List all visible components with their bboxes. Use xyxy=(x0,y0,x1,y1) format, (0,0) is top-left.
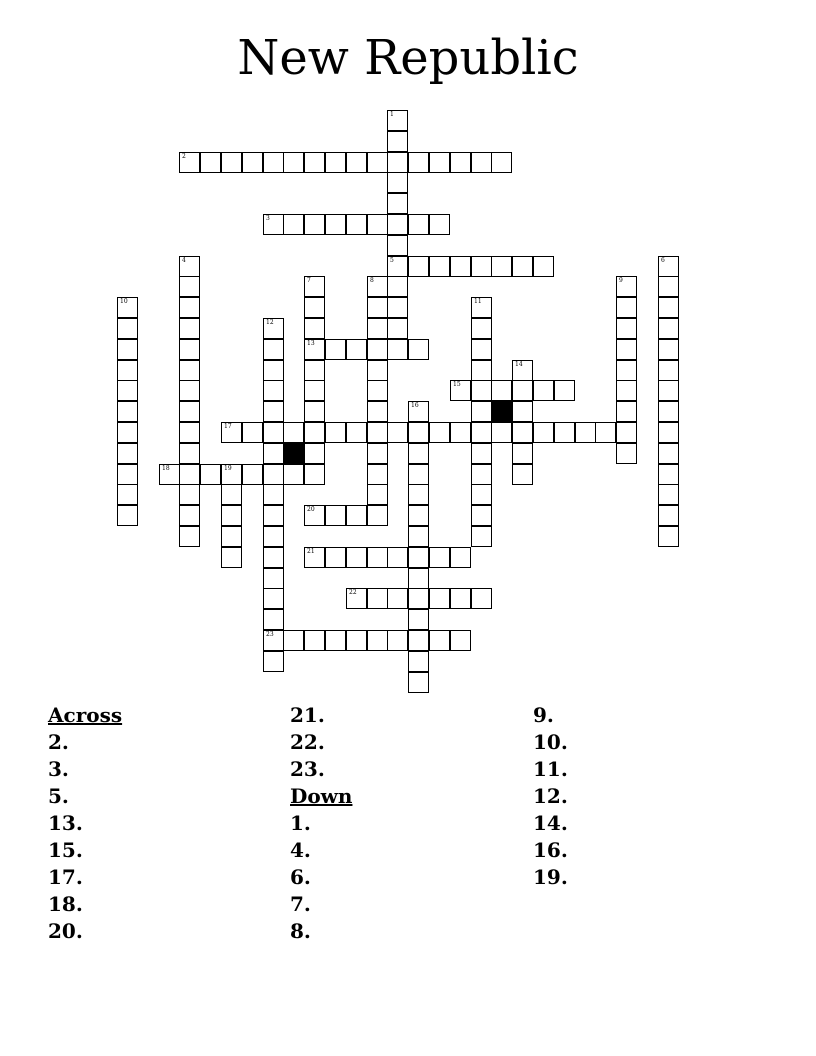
grid-cell[interactable] xyxy=(658,256,679,277)
grid-cell[interactable] xyxy=(117,380,138,401)
grid-cell[interactable] xyxy=(387,297,408,318)
clue-number: 16 xyxy=(411,402,419,409)
grid-cell[interactable] xyxy=(512,256,533,277)
grid-cell[interactable] xyxy=(283,214,304,235)
grid-cell[interactable] xyxy=(304,360,325,381)
grid-cell[interactable] xyxy=(533,256,554,277)
grid-cell[interactable] xyxy=(179,526,200,547)
clue-number: 18 xyxy=(162,465,170,472)
grid-cell[interactable] xyxy=(367,464,388,485)
grid-cell[interactable] xyxy=(616,318,637,339)
grid-cell[interactable] xyxy=(263,422,284,443)
grid-cell[interactable] xyxy=(346,422,367,443)
clue-number: 4 xyxy=(182,257,186,264)
grid-cell[interactable] xyxy=(304,422,325,443)
grid-cell[interactable] xyxy=(367,297,388,318)
grid-cell[interactable] xyxy=(450,630,471,651)
grid-cell[interactable] xyxy=(263,505,284,526)
grid-cell[interactable] xyxy=(304,276,325,297)
grid-cell[interactable] xyxy=(450,380,471,401)
grid-cell[interactable] xyxy=(367,484,388,505)
grid-cell[interactable] xyxy=(658,380,679,401)
grid-cell[interactable] xyxy=(512,422,533,443)
grid-cell[interactable] xyxy=(616,443,637,464)
grid-cell[interactable] xyxy=(450,588,471,609)
grid-cell[interactable] xyxy=(408,214,429,235)
grid-cell[interactable] xyxy=(263,464,284,485)
grid-cell[interactable] xyxy=(471,484,492,505)
clue-number: 15 xyxy=(453,381,461,388)
grid-cell[interactable] xyxy=(221,422,242,443)
grid-cell[interactable] xyxy=(367,401,388,422)
grid-cell[interactable] xyxy=(179,422,200,443)
black-square xyxy=(491,401,512,422)
grid-cell[interactable] xyxy=(471,297,492,318)
grid-cell[interactable] xyxy=(242,464,263,485)
grid-cell[interactable] xyxy=(408,422,429,443)
clue-number: 8 xyxy=(370,277,374,284)
grid-cell[interactable] xyxy=(512,401,533,422)
grid-cell[interactable] xyxy=(117,339,138,360)
grid-cell[interactable] xyxy=(367,152,388,173)
grid-cell[interactable] xyxy=(595,422,616,443)
grid-cell[interactable] xyxy=(408,526,429,547)
clue-item: 15. xyxy=(48,838,83,862)
clue-column-2 xyxy=(290,702,352,945)
grid-cell[interactable] xyxy=(429,214,450,235)
grid-cell[interactable] xyxy=(450,152,471,173)
grid-cell[interactable] xyxy=(221,484,242,505)
grid-cell[interactable] xyxy=(450,547,471,568)
grid-cell[interactable] xyxy=(367,547,388,568)
grid-cell[interactable] xyxy=(429,152,450,173)
grid-cell[interactable] xyxy=(367,214,388,235)
grid-cell[interactable] xyxy=(387,588,408,609)
grid-cell[interactable] xyxy=(263,380,284,401)
grid-cell[interactable] xyxy=(471,443,492,464)
grid-cell[interactable] xyxy=(471,464,492,485)
grid-cell[interactable] xyxy=(408,256,429,277)
grid-cell[interactable] xyxy=(179,256,200,277)
grid-cell[interactable] xyxy=(263,588,284,609)
grid-cell[interactable] xyxy=(283,152,304,173)
down-heading: Down xyxy=(290,784,353,808)
grid-cell[interactable] xyxy=(304,380,325,401)
grid-cell[interactable] xyxy=(471,380,492,401)
grid-cell[interactable] xyxy=(263,339,284,360)
grid-cell[interactable] xyxy=(304,401,325,422)
grid-cell[interactable] xyxy=(242,422,263,443)
clue-item: 10. xyxy=(533,730,568,754)
grid-cell[interactable] xyxy=(533,422,554,443)
grid-cell[interactable] xyxy=(263,360,284,381)
grid-cell[interactable] xyxy=(221,526,242,547)
clue-item: 18. xyxy=(48,892,83,916)
grid-cell[interactable] xyxy=(367,505,388,526)
grid-cell[interactable] xyxy=(387,547,408,568)
grid-cell[interactable] xyxy=(471,339,492,360)
clue-number: 13 xyxy=(307,340,315,347)
grid-cell[interactable] xyxy=(658,443,679,464)
grid-cell[interactable] xyxy=(471,401,492,422)
grid-cell[interactable] xyxy=(408,464,429,485)
clue-column-1 xyxy=(48,702,122,945)
clue-item: 12. xyxy=(533,784,568,808)
grid-cell[interactable] xyxy=(408,609,429,630)
grid-cell[interactable] xyxy=(179,401,200,422)
grid-cell[interactable] xyxy=(263,547,284,568)
grid-cell[interactable] xyxy=(304,443,325,464)
clue-item: 13. xyxy=(48,811,83,835)
grid-cell[interactable] xyxy=(117,318,138,339)
clue-number: 9 xyxy=(619,277,623,284)
clue-number: 6 xyxy=(661,257,665,264)
grid-cell[interactable] xyxy=(429,630,450,651)
grid-cell[interactable] xyxy=(658,422,679,443)
clue-number: 3 xyxy=(266,215,270,222)
grid-cell[interactable] xyxy=(200,464,221,485)
grid-cell[interactable] xyxy=(346,547,367,568)
grid-cell[interactable] xyxy=(491,380,512,401)
clue-item: 2. xyxy=(48,730,69,754)
clue-item: 23. xyxy=(290,757,325,781)
grid-cell[interactable] xyxy=(325,547,346,568)
grid-cell[interactable] xyxy=(471,360,492,381)
grid-cell[interactable] xyxy=(179,276,200,297)
grid-cell[interactable] xyxy=(658,276,679,297)
grid-cell[interactable] xyxy=(117,484,138,505)
clue-number: 17 xyxy=(224,423,232,430)
clue-number: 19 xyxy=(224,465,232,472)
grid-cell[interactable] xyxy=(616,360,637,381)
grid-cell[interactable] xyxy=(179,380,200,401)
grid-cell[interactable] xyxy=(471,152,492,173)
grid-cell[interactable] xyxy=(471,318,492,339)
clue-column-3 xyxy=(533,702,568,891)
grid-cell[interactable] xyxy=(304,630,325,651)
grid-cell[interactable] xyxy=(512,464,533,485)
grid-cell[interactable] xyxy=(408,443,429,464)
grid-cell[interactable] xyxy=(179,318,200,339)
grid-cell[interactable] xyxy=(429,588,450,609)
grid-cell[interactable] xyxy=(387,193,408,214)
across-heading: Across xyxy=(48,703,123,727)
clue-item: 9. xyxy=(533,703,554,727)
grid-cell[interactable] xyxy=(429,422,450,443)
grid-cell[interactable] xyxy=(658,505,679,526)
grid-cell[interactable] xyxy=(616,401,637,422)
grid-cell[interactable] xyxy=(367,339,388,360)
grid-cell[interactable] xyxy=(408,651,429,672)
grid-cell[interactable] xyxy=(616,276,637,297)
grid-cell[interactable] xyxy=(304,318,325,339)
grid-cell[interactable] xyxy=(325,422,346,443)
grid-cell[interactable] xyxy=(658,297,679,318)
grid-cell[interactable] xyxy=(554,422,575,443)
grid-cell[interactable] xyxy=(346,339,367,360)
clue-number: 2 xyxy=(182,153,186,160)
grid-cell[interactable] xyxy=(408,152,429,173)
grid-cell[interactable] xyxy=(200,152,221,173)
black-square xyxy=(283,443,304,464)
grid-cell[interactable] xyxy=(387,214,408,235)
clue-item: 5. xyxy=(48,784,69,808)
clue-number: 20 xyxy=(307,506,315,513)
grid-cell[interactable] xyxy=(408,630,429,651)
grid-cell[interactable] xyxy=(471,588,492,609)
grid-cell[interactable] xyxy=(263,318,284,339)
grid-cell[interactable] xyxy=(325,214,346,235)
grid-cell[interactable] xyxy=(117,464,138,485)
grid-cell[interactable] xyxy=(304,297,325,318)
grid-cell[interactable] xyxy=(408,547,429,568)
grid-cell[interactable] xyxy=(387,110,408,131)
clue-item: 3. xyxy=(48,757,69,781)
grid-cell[interactable] xyxy=(179,152,200,173)
grid-cell[interactable] xyxy=(367,588,388,609)
clue-number: 10 xyxy=(120,298,128,305)
grid-cell[interactable] xyxy=(387,318,408,339)
grid-cell[interactable] xyxy=(575,422,596,443)
grid-cell[interactable] xyxy=(367,443,388,464)
grid-cell[interactable] xyxy=(304,152,325,173)
grid-cell[interactable] xyxy=(283,422,304,443)
grid-cell[interactable] xyxy=(408,672,429,693)
grid-cell[interactable] xyxy=(512,443,533,464)
grid-cell[interactable] xyxy=(471,505,492,526)
grid-cell[interactable] xyxy=(325,630,346,651)
grid-cell[interactable] xyxy=(325,152,346,173)
clue-item: 7. xyxy=(290,892,311,916)
grid-cell[interactable] xyxy=(179,360,200,381)
clue-number: 21 xyxy=(307,548,315,555)
grid-cell[interactable] xyxy=(367,276,388,297)
clue-item: 19. xyxy=(533,865,568,889)
grid-cell[interactable] xyxy=(554,380,575,401)
grid-cell[interactable] xyxy=(387,152,408,173)
grid-cell[interactable] xyxy=(616,297,637,318)
grid-cell[interactable] xyxy=(117,443,138,464)
clue-number: 14 xyxy=(515,361,523,368)
grid-cell[interactable] xyxy=(346,214,367,235)
grid-cell[interactable] xyxy=(450,422,471,443)
clue-item: 8. xyxy=(290,919,311,943)
grid-cell[interactable] xyxy=(325,505,346,526)
grid-cell[interactable] xyxy=(263,609,284,630)
grid-cell[interactable] xyxy=(117,422,138,443)
grid-cell[interactable] xyxy=(429,256,450,277)
grid-cell[interactable] xyxy=(263,526,284,547)
grid-cell[interactable] xyxy=(367,380,388,401)
clue-item: 16. xyxy=(533,838,568,862)
grid-cell[interactable] xyxy=(367,630,388,651)
clue-number: 5 xyxy=(390,257,394,264)
grid-cell[interactable] xyxy=(408,484,429,505)
grid-cell[interactable] xyxy=(658,484,679,505)
grid-cell[interactable] xyxy=(408,505,429,526)
grid-cell[interactable] xyxy=(263,401,284,422)
clue-number: 7 xyxy=(307,277,311,284)
grid-cell[interactable] xyxy=(387,339,408,360)
grid-cell[interactable] xyxy=(387,131,408,152)
grid-cell[interactable] xyxy=(263,152,284,173)
grid-cell[interactable] xyxy=(533,380,554,401)
grid-cell[interactable] xyxy=(408,401,429,422)
grid-cell[interactable] xyxy=(221,547,242,568)
grid-cell[interactable] xyxy=(658,318,679,339)
grid-cell[interactable] xyxy=(179,297,200,318)
grid-cell[interactable] xyxy=(283,630,304,651)
grid-cell[interactable] xyxy=(658,339,679,360)
grid-cell[interactable] xyxy=(346,588,367,609)
grid-cell[interactable] xyxy=(408,339,429,360)
puzzle-title: New Republic xyxy=(237,30,579,86)
grid-cell[interactable] xyxy=(658,464,679,485)
grid-cell[interactable] xyxy=(512,380,533,401)
clue-item: 20. xyxy=(48,919,83,943)
grid-cell[interactable] xyxy=(387,630,408,651)
grid-cell[interactable] xyxy=(117,360,138,381)
grid-cell[interactable] xyxy=(304,464,325,485)
grid-cell[interactable] xyxy=(450,256,471,277)
grid-cell[interactable] xyxy=(117,297,138,318)
grid-cell[interactable] xyxy=(179,339,200,360)
grid-cell[interactable] xyxy=(471,526,492,547)
grid-cell[interactable] xyxy=(367,422,388,443)
grid-cell[interactable] xyxy=(304,214,325,235)
grid-cell[interactable] xyxy=(491,256,512,277)
grid-cell[interactable] xyxy=(387,276,408,297)
grid-cell[interactable] xyxy=(283,464,304,485)
grid-cell[interactable] xyxy=(616,380,637,401)
clue-item: 1. xyxy=(290,811,311,835)
clue-item: 4. xyxy=(290,838,311,862)
clue-item: 22. xyxy=(290,730,325,754)
grid-cell[interactable] xyxy=(658,526,679,547)
grid-cell[interactable] xyxy=(367,360,388,381)
grid-cell[interactable] xyxy=(304,505,325,526)
grid-cell[interactable] xyxy=(346,630,367,651)
clue-item: 14. xyxy=(533,811,568,835)
clue-item: 21. xyxy=(290,703,325,727)
grid-cell[interactable] xyxy=(387,235,408,256)
grid-cell[interactable] xyxy=(221,505,242,526)
grid-cell[interactable] xyxy=(367,318,388,339)
grid-cell[interactable] xyxy=(117,401,138,422)
grid-cell[interactable] xyxy=(387,422,408,443)
grid-cell[interactable] xyxy=(179,484,200,505)
grid-cell[interactable] xyxy=(221,152,242,173)
grid-cell[interactable] xyxy=(658,360,679,381)
grid-cell[interactable] xyxy=(408,588,429,609)
grid-cell[interactable] xyxy=(616,339,637,360)
grid-cell[interactable] xyxy=(263,214,284,235)
grid-cell[interactable] xyxy=(387,172,408,193)
grid-cell[interactable] xyxy=(616,422,637,443)
grid-cell[interactable] xyxy=(346,152,367,173)
clue-item: 11. xyxy=(533,757,568,781)
grid-cell[interactable] xyxy=(658,401,679,422)
grid-cell[interactable] xyxy=(159,464,180,485)
clue-number: 12 xyxy=(266,319,274,326)
grid-cell[interactable] xyxy=(263,651,284,672)
grid-cell[interactable] xyxy=(471,256,492,277)
grid-cell[interactable] xyxy=(304,339,325,360)
grid-cell[interactable] xyxy=(263,484,284,505)
grid-cell[interactable] xyxy=(387,256,408,277)
grid-cell[interactable] xyxy=(491,422,512,443)
clue-number: 22 xyxy=(349,589,357,596)
grid-cell[interactable] xyxy=(346,505,367,526)
grid-cell[interactable] xyxy=(263,568,284,589)
grid-cell[interactable] xyxy=(471,422,492,443)
clue-number: 1 xyxy=(390,111,394,118)
clue-item: 17. xyxy=(48,865,83,889)
grid-cell[interactable] xyxy=(512,360,533,381)
grid-cell[interactable] xyxy=(429,547,450,568)
grid-cell[interactable] xyxy=(304,547,325,568)
grid-cell[interactable] xyxy=(221,464,242,485)
clue-number: 11 xyxy=(474,298,482,305)
grid-cell[interactable] xyxy=(179,464,200,485)
grid-cell[interactable] xyxy=(408,568,429,589)
grid-cell[interactable] xyxy=(491,152,512,173)
grid-cell[interactable] xyxy=(263,443,284,464)
clue-number: 23 xyxy=(266,631,274,638)
grid-cell[interactable] xyxy=(263,630,284,651)
grid-cell[interactable] xyxy=(179,505,200,526)
grid-cell[interactable] xyxy=(117,505,138,526)
grid-cell[interactable] xyxy=(179,443,200,464)
clue-item: 6. xyxy=(290,865,311,889)
grid-cell[interactable] xyxy=(325,339,346,360)
grid-cell[interactable] xyxy=(242,152,263,173)
